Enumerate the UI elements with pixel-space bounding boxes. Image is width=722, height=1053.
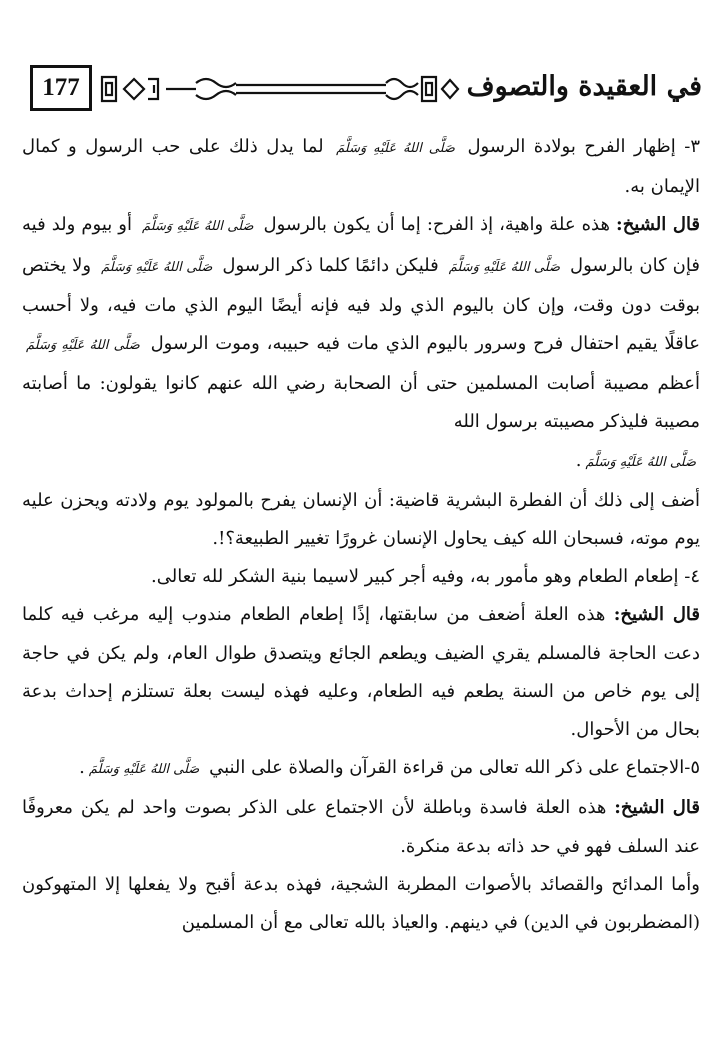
p2-text-c: فليكن دائمًا كلما ذكر الرسول xyxy=(222,254,439,276)
paragraph-3: أضف إلى ذلك أن الفطرة البشرية قاضية: أن الإنسان يفرح بالمولود يوم ولادته ويحزن عليه يوم موته، فسبحان الله كيف يحاول الإنسان غرورًا تغيير الطبيعة؟!. xyxy=(22,489,700,550)
paragraph-1 xyxy=(22,128,700,206)
paragraph-6 xyxy=(22,749,700,789)
sheikh-label: قال الشيخ: xyxy=(613,604,700,626)
sheikh-label: قال الشيخ: xyxy=(616,214,701,236)
p7-text: هذه العلة فاسدة وباطلة لأن الاجتماع على الذكر بصوت واحد لم يكن معروفًا عند السلف فهو في حد ذاته بدعة منكرة. xyxy=(22,797,700,857)
salawat-calligraphy: صَلَّى اللهُ عَلَيْهِ وَسَلَّمَ xyxy=(101,259,213,275)
salawat-calligraphy: صَلَّى اللهُ عَلَيْهِ وَسَلَّمَ xyxy=(26,338,140,354)
p1-text-a: ٣- إظهار الفرح بولادة الرسول xyxy=(467,136,700,157)
paragraph-7 xyxy=(22,789,700,865)
page-header xyxy=(0,55,722,125)
running-title: في العقيدة والتصوف xyxy=(466,71,702,102)
p2-text-d: ولا يختص بوقت دون وقت، وإن كان باليوم الذي ولد فيه فإنه أيضًا اليوم الذي مات فيه، ولا أحسب عاقلًا يقيم احتفال فرح وسرور باليوم الذي مات فيه حبيبه، وموت الرسول xyxy=(22,254,700,355)
salawat-calligraphy: صَلَّى اللهُ عَلَيْهِ وَسَلَّمَ xyxy=(448,259,561,275)
p6-text-b: . xyxy=(79,757,85,779)
salawat-calligraphy: صَلَّى اللهُ عَلَيْهِ وَسَلَّمَ xyxy=(142,219,254,235)
p2-text-a: هذه علة واهية، إذ الفرح: إما أن يكون بالرسول xyxy=(263,214,610,236)
paragraph-8: وأما المدائح والقصائد بالأصوات المطربة الشجية، فهذه بدعة أقبح ولا يفعلها إلا المتهوكون (المضطربون في الدين) في دينهم. والعياذ بالله تعالى مع أن المسلمين xyxy=(22,873,700,934)
p2-text-b: أو بيوم ولد فيه فإن كان بالرسول xyxy=(22,214,700,276)
paragraph-2 xyxy=(22,206,700,481)
p1-text-b: لما يدل ذلك على حب الرسول و كمال الإيمان به. xyxy=(22,136,700,198)
salawat-calligraphy: صَلَّى اللهُ عَلَيْهِ وَسَلَّمَ xyxy=(336,141,455,156)
p6-text-a: ٥-الاجتماع على ذكر الله تعالى من قراءة القرآن والصلاة على النبي xyxy=(209,757,700,779)
salawat-calligraphy: صَلَّى اللهُ عَلَيْهِ وَسَلَّمَ xyxy=(88,762,200,778)
p2-text-e: أعظم مصيبة أصابت المسلمين حتى أن الصحابة رضي الله عنهم كانوا يقولون: ما أصابته مصيبة فليذكر مصيبته برسول الله xyxy=(22,373,700,433)
page-body xyxy=(22,128,700,942)
paragraph-5 xyxy=(22,596,700,749)
salawat-calligraphy: صَلَّى اللهُ عَلَيْهِ وَسَلَّمَ xyxy=(585,454,696,470)
p2-text-f: . xyxy=(575,449,582,471)
page-number-box xyxy=(30,65,92,111)
sheikh-label: قال الشيخ: xyxy=(614,797,700,819)
p5-text: هذه العلة أضعف من سابقتها، إذًا إطعام الطعام مندوب إليه مرغب فيه كلما دعت الحاجة فالمسلم يقري الضيف ويطعم الجائع ويتصدق طوال العام، ولم يكن في حاجة إلى يوم خاص من السنة يطعم فيه الطعام، وعليه فهذه ليست بعلة تستلزم إحداث بدعة بحال من الأحوال. xyxy=(22,604,700,741)
paragraph-4: ٤- إطعام الطعام وهو مأمور به، وفيه أجر كبير لاسيما بنية الشكر لله تعالى. xyxy=(151,566,700,588)
header-ornament xyxy=(96,69,468,109)
page-number: 177 xyxy=(42,74,80,101)
